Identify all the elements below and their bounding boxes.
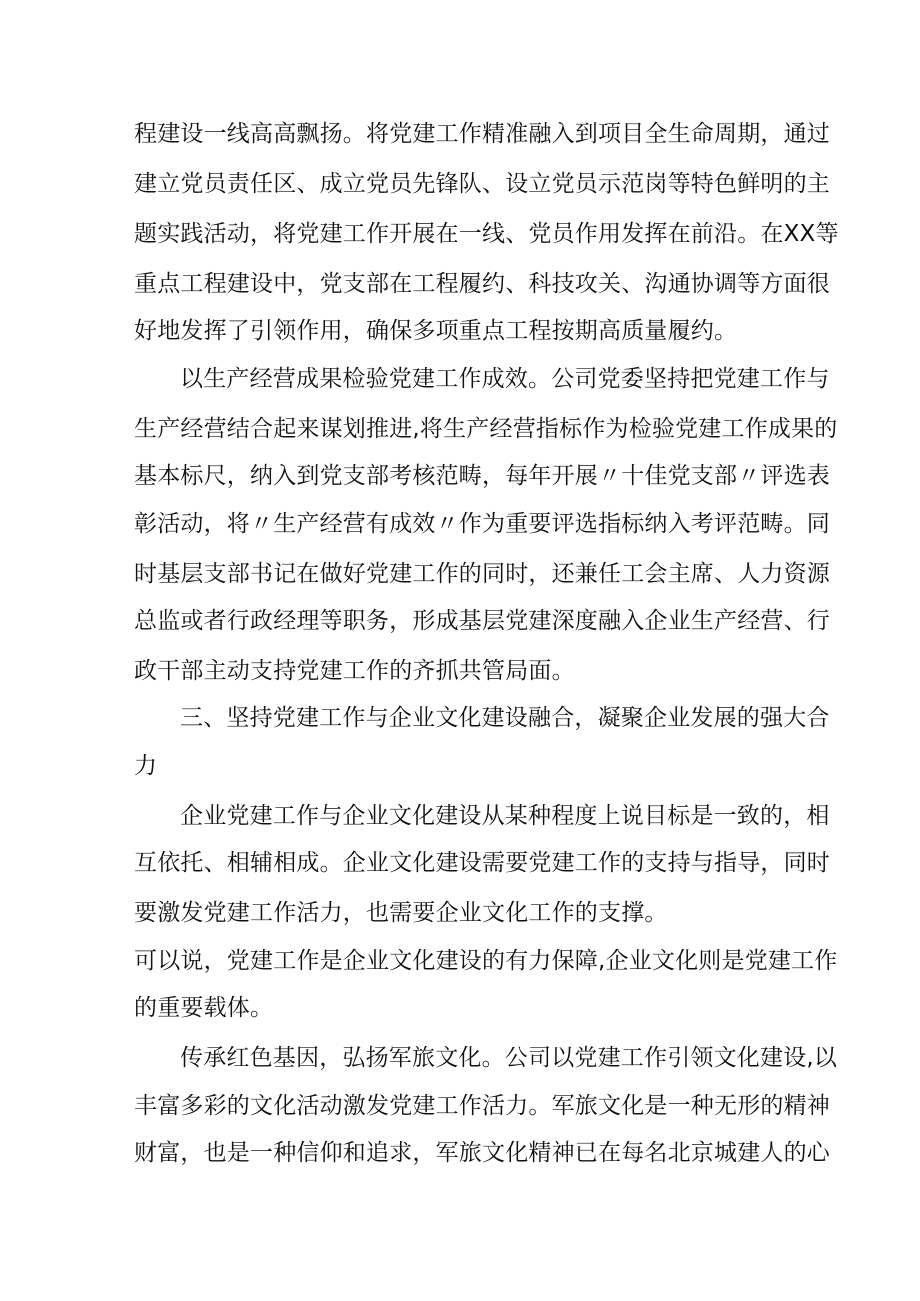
text-line: 基本标尺，纳入到党支部考核范畴，每年开展〃十佳党支部〃评选表 [134,463,830,489]
text-line: 可以说，党建工作是企业文化建设的有力保障,企业文化则是党建工作 [134,948,838,974]
text-line: 程建设一线高高飘扬。将党建工作精准融入到项目全生命周期，通过 [134,121,830,147]
text-line: 丰富多彩的文化活动激发党建工作活力。军旅文化是一种无形的精神 [134,1093,830,1119]
text-line: 建立党员责任区、成立党员先锋队、设立党员示范岗等特色鲜明的主 [134,171,830,197]
text-line: 的重要载体。 [134,995,274,1021]
section-heading-continuation: 力 [134,753,158,779]
text-line: 政干部主动支持党建工作的齐抓共管局面。 [134,658,575,684]
text-line: 彰活动，将〃生产经营有成效〃作为重要评选指标纳入考评范畴。同 [134,511,830,537]
text-line: 好地发挥了引领作用，确保多项重点工程按期高质量履约。 [134,318,738,344]
text-line: 题实践活动，将党建工作开展在一线、党员作用发挥在前沿。在XX等 [134,221,839,247]
paragraph-start: 企业党建工作与企业文化建设从某种程度上说目标是一致的，相 [180,803,830,829]
text-line: 时基层支部书记在做好党建工作的同时，还兼任工会主席、人力资源 [134,561,830,587]
section-heading: 三、坚持党建工作与企业文化建设融合，凝聚企业发展的强大合 [180,705,830,731]
text-line: 重点工程建设中，党支部在工程履约、科技攻关、沟通协调等方面很 [134,271,830,297]
text-line: 总监或者行政经理等职务，形成基层党建深度融入企业生产经营、行 [134,608,830,634]
paragraph-start: 传承红色基因，弘扬军旅文化。公司以党建工作引领文化建设,以 [180,1045,838,1071]
text-line: 互依托、相辅相成。企业文化建设需要党建工作的支持与指导，同时 [134,850,830,876]
text-line: 财富，也是一种信仰和追求，军旅文化精神已在每名北京城建人的心 [134,1140,830,1166]
text-line: 要激发党建工作活力，也需要企业文化工作的支撑。 [134,900,668,926]
text-line: 生产经营结合起来谋划推进,将生产经营指标作为检验党建工作成果的 [134,416,838,442]
paragraph-start: 以生产经营成果检验党建工作成效。公司党委坚持把党建工作与 [180,366,830,392]
